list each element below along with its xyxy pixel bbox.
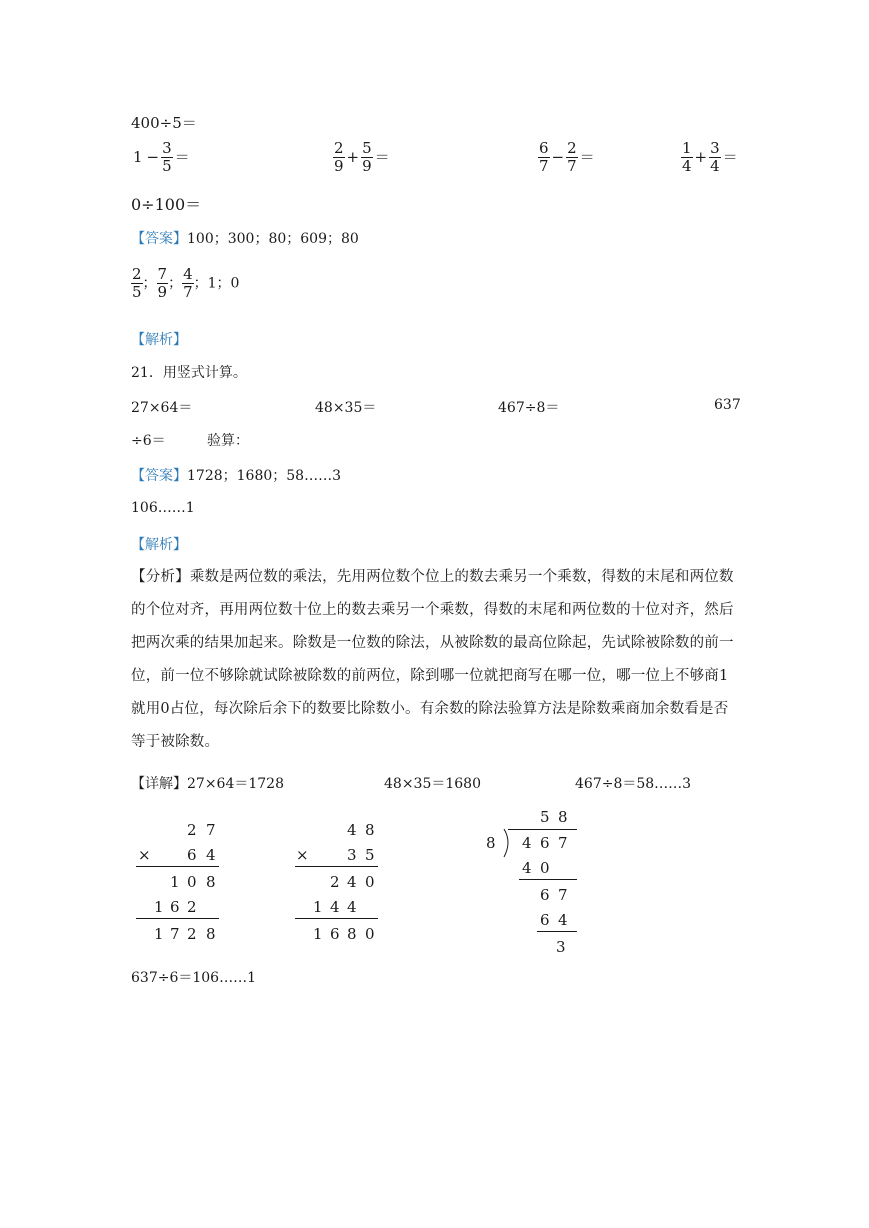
digit: 1 bbox=[154, 898, 164, 916]
digit: 8 bbox=[347, 925, 357, 943]
minus-sign: − bbox=[551, 147, 565, 166]
digit: 1 bbox=[313, 925, 323, 943]
digit: 5 bbox=[540, 808, 550, 826]
answer-text: 1728；1680；58……3 bbox=[187, 468, 341, 484]
detail-eq-1: 27×64＝1728 bbox=[187, 776, 284, 792]
q21-item-4: 637 bbox=[714, 397, 741, 413]
separator: ； bbox=[168, 275, 183, 292]
analysis-sub-tag: 【分析】 bbox=[131, 569, 190, 585]
digit: 0 bbox=[187, 873, 197, 891]
digit: 6 bbox=[187, 846, 197, 864]
fraction-expression-a bbox=[131, 141, 192, 174]
plus-sign: + bbox=[346, 147, 360, 166]
rule bbox=[537, 931, 577, 932]
fraction-2-5: $\frac{2}{5}$ bbox=[132, 265, 142, 301]
analysis-text: 乘数是两位数的乘法，先用两位数个位上的数去乘另一个乘数，得数的末尾和两位数的个位对齐，再用两位数十位上的数去乘另一个乘数，得数的末尾和两位数的十位对齐，然后把两次乘的结果加起来。除数是一位数的除法，从被除数的最高位除起，先试除被除数的前一位，前一位不够除就试除被除数的前两位，除到哪一位就把商写在哪一位，哪一位上不够商1就用0占位，每次除后余下的数要比除数小。有余数的除法验算方法是除数乘商加余数看是否等于被除数。 bbox=[131, 569, 734, 750]
digit: 2 bbox=[187, 898, 197, 916]
remainder: 3 bbox=[556, 938, 566, 956]
digit: 8 bbox=[558, 808, 568, 826]
detail-tag: 【详解】 bbox=[131, 776, 187, 792]
analysis-tag: 【解析】 bbox=[131, 537, 187, 553]
equals-sign: ＝ bbox=[374, 147, 390, 166]
digit: 7 bbox=[558, 834, 568, 852]
rule bbox=[136, 866, 219, 867]
digit: 4 bbox=[330, 898, 340, 916]
digit: 7 bbox=[170, 925, 180, 943]
answer-21-line2: 106……1 bbox=[131, 500, 195, 516]
q21-item-4-cont: ÷6＝ bbox=[131, 433, 166, 449]
q21-item-2: 48×35＝ bbox=[315, 400, 377, 416]
rule bbox=[295, 866, 378, 867]
digit: 2 bbox=[330, 873, 340, 891]
times-sign: × bbox=[296, 846, 309, 864]
division-bracket bbox=[500, 828, 514, 858]
equals-sign: ＝ bbox=[722, 147, 738, 166]
expression-0-div-100: 0÷100＝ bbox=[131, 195, 202, 214]
detail-eq-3: 467÷8＝58……3 bbox=[575, 776, 692, 792]
verification-label: 验算： bbox=[207, 433, 249, 449]
answer-21 bbox=[131, 465, 341, 485]
detail-line bbox=[131, 773, 284, 793]
digit: 4 bbox=[522, 834, 532, 852]
digit: 8 bbox=[206, 925, 216, 943]
answer-20 bbox=[131, 228, 359, 248]
answer-text: 100；300；80；609；80 bbox=[187, 231, 359, 247]
fraction-expression-b bbox=[333, 141, 392, 174]
digit: 6 bbox=[540, 911, 550, 929]
answer-tag: 【答案】 bbox=[131, 231, 187, 247]
fraction-expression-c bbox=[538, 141, 597, 174]
digit: 4 bbox=[347, 898, 357, 916]
fraction-3-5: $\frac{3}{5}$ bbox=[162, 139, 172, 175]
digit: 4 bbox=[347, 821, 357, 839]
digit: 1 bbox=[313, 898, 323, 916]
rule bbox=[295, 918, 378, 919]
digit: 6 bbox=[540, 834, 550, 852]
fraction-expression-d bbox=[681, 141, 740, 174]
digit: 4 bbox=[522, 859, 532, 877]
plus-sign: + bbox=[694, 147, 708, 166]
detail-eq-2: 48×35＝1680 bbox=[384, 776, 481, 792]
fraction-2-9: $\frac{2}{9}$ bbox=[334, 139, 344, 175]
digit: 1 bbox=[170, 873, 180, 891]
digit: 6 bbox=[330, 925, 340, 943]
fraction-1-4: $\frac{1}{4}$ bbox=[682, 139, 692, 175]
answer-tail: ；1；0 bbox=[193, 275, 240, 292]
question-21-title: 21．用竖式计算。 bbox=[131, 365, 247, 381]
digit: 7 bbox=[558, 886, 568, 904]
number-one: 1 bbox=[133, 147, 143, 166]
digit: 6 bbox=[540, 886, 550, 904]
verification-line: 637÷6＝106……1 bbox=[131, 970, 256, 986]
digit: 2 bbox=[187, 925, 197, 943]
fraction-5-9: $\frac{5}{9}$ bbox=[362, 139, 372, 175]
digit: 5 bbox=[365, 846, 375, 864]
rule bbox=[136, 918, 219, 919]
digit: 0 bbox=[540, 859, 550, 877]
fraction-7-9: $\frac{7}{9}$ bbox=[157, 265, 168, 301]
digit: 3 bbox=[347, 846, 357, 864]
fraction-2-7: $\frac{2}{7}$ bbox=[567, 139, 577, 175]
divisor: 8 bbox=[486, 834, 496, 852]
rule bbox=[519, 879, 577, 880]
equals-sign: ＝ bbox=[579, 147, 595, 166]
q21-item-3: 467÷8＝ bbox=[498, 400, 560, 416]
division-bar bbox=[508, 829, 577, 830]
digit: 6 bbox=[170, 898, 180, 916]
separator: ； bbox=[142, 275, 157, 292]
digit: 7 bbox=[206, 821, 216, 839]
fraction-6-7: $\frac{6}{7}$ bbox=[539, 139, 549, 175]
analysis-tag: 【解析】 bbox=[131, 332, 187, 348]
digit: 0 bbox=[365, 873, 375, 891]
minus-sign: − bbox=[146, 147, 160, 166]
digit: 0 bbox=[365, 925, 375, 943]
analysis-paragraph bbox=[131, 561, 735, 759]
fraction-4-7: $\frac{4}{7}$ bbox=[183, 265, 193, 301]
digit: 1 bbox=[154, 925, 164, 943]
q21-item-1: 27×64＝ bbox=[131, 400, 193, 416]
digit: 4 bbox=[347, 873, 357, 891]
digit: 4 bbox=[558, 911, 568, 929]
answer-tag: 【答案】 bbox=[131, 468, 187, 484]
digit: 8 bbox=[206, 873, 216, 891]
expression-400-div-5: 400÷5＝ bbox=[131, 114, 197, 132]
answer-20-fractions bbox=[131, 267, 239, 300]
fraction-3-4: $\frac{3}{4}$ bbox=[710, 139, 720, 175]
times-sign: × bbox=[138, 846, 151, 864]
digit: 4 bbox=[206, 846, 216, 864]
equals-sign: ＝ bbox=[174, 147, 190, 166]
digit: 8 bbox=[365, 821, 375, 839]
digit: 2 bbox=[187, 821, 197, 839]
